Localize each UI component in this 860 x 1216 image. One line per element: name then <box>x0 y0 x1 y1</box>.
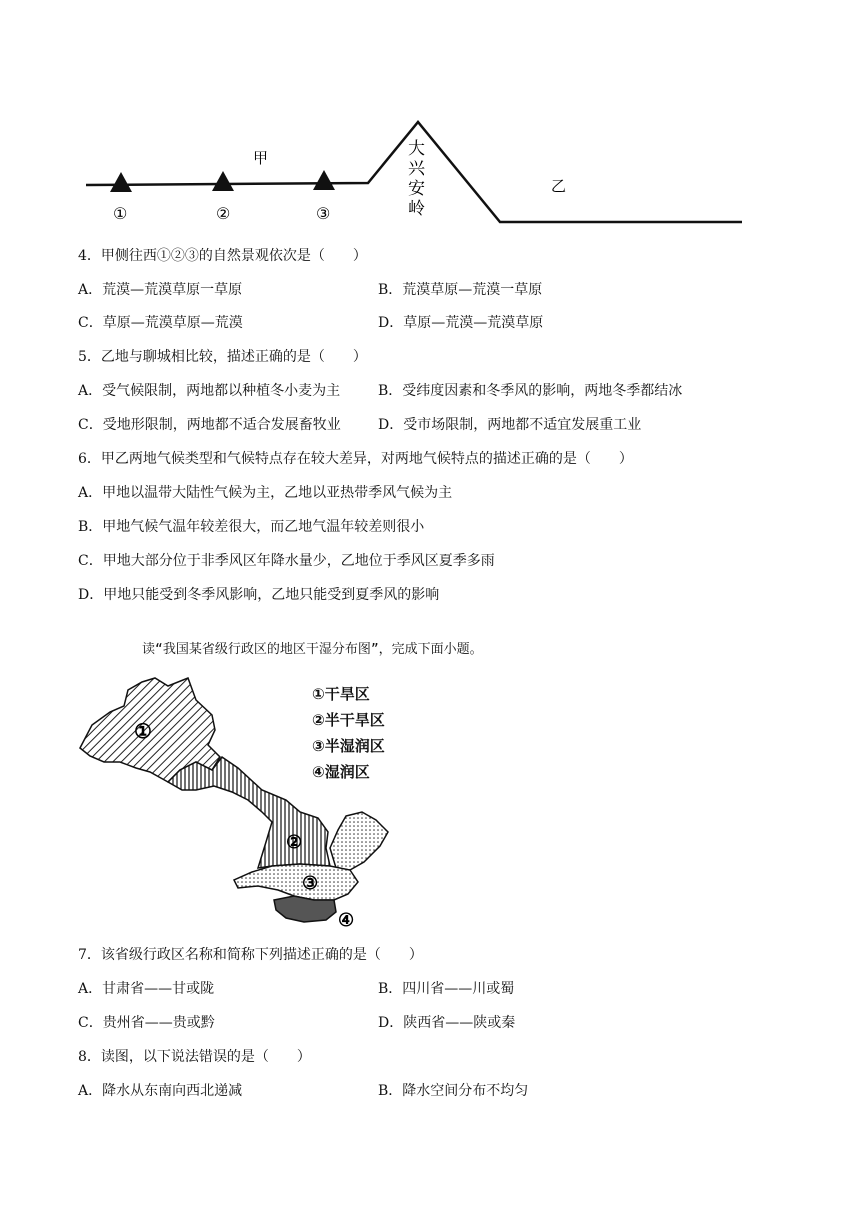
q6-option-c[interactable]: C．甲地大部分位于非季风区年降水量少，乙地位于季风区夏季多雨 <box>78 553 495 569</box>
map-label-3: ③ <box>302 873 319 894</box>
marker-label-3: ③ <box>316 204 331 223</box>
q7-option-a[interactable]: A．甘肃省——甘或陇 <box>78 981 215 997</box>
legend-item-2: ②半干旱区 <box>312 711 385 729</box>
map-label-4: ④ <box>338 910 355 931</box>
q7-option-c[interactable]: C．贵州省——贵或黔 <box>78 1015 215 1031</box>
q6-option-b[interactable]: B．甲地气候气温年较差很大，而乙地气温年较差则很小 <box>78 519 425 535</box>
q5-option-c[interactable]: C．受地形限制，两地都不适合发展畜牧业 <box>78 417 341 433</box>
q4-stem: 4．甲侧往西①②③的自然景观依次是（ ） <box>78 248 367 264</box>
q7-stem: 7．该省级行政区名称和简称下列描述正确的是（ ） <box>78 947 423 963</box>
marker-label-2: ② <box>216 204 231 223</box>
mountain-char-4: 岭 <box>408 199 425 219</box>
q6-stem: 6．甲乙两地气候类型和气候特点存在较大差异，对两地气候特点的描述正确的是（ ） <box>78 451 633 467</box>
legend-item-4: ④湿润区 <box>312 763 370 781</box>
legend-item-1: ①干旱区 <box>312 685 370 703</box>
q7-option-b[interactable]: B．四川省——川或蜀 <box>378 981 515 997</box>
q4-option-b[interactable]: B．荒漠草原—荒漠一草原 <box>378 282 543 298</box>
q5-option-d[interactable]: D．受市场限制，两地都不适宜发展重工业 <box>378 417 642 433</box>
q6-option-a[interactable]: A．甲地以温带大陆性气候为主，乙地以亚热带季风气候为主 <box>78 485 453 501</box>
q8-stem: 8．读图，以下说法错误的是（ ） <box>78 1049 311 1065</box>
marker-label-1: ① <box>113 204 128 223</box>
q4-option-c[interactable]: C．草原—荒漠草原—荒漠 <box>78 315 243 331</box>
q4-option-a[interactable]: A．荒漠—荒漠草原一草原 <box>78 282 243 298</box>
region-eastern-lobe <box>330 812 388 870</box>
mountain-char-3: 安 <box>408 179 425 199</box>
q4-option-d[interactable]: D．草原—荒漠—荒漠草原 <box>378 315 544 331</box>
q7-option-d[interactable]: D．陕西省——陕或秦 <box>378 1015 516 1031</box>
q8-option-a[interactable]: A．降水从东南向西北递减 <box>78 1083 243 1099</box>
q6-option-d[interactable]: D．甲地只能受到冬季风影响，乙地只能受到夏季风的影响 <box>78 587 440 603</box>
map-label-2: ② <box>286 832 303 853</box>
label-jia: 甲 <box>253 149 269 167</box>
legend-item-3: ③半湿润区 <box>312 737 385 755</box>
label-yi: 乙 <box>551 177 567 195</box>
map-label-1: ① <box>134 719 152 743</box>
q5-stem: 5．乙地与聊城相比较，描述正确的是（ ） <box>78 349 367 365</box>
region-humid <box>274 896 336 922</box>
region-semi-humid <box>234 864 358 900</box>
q5-option-b[interactable]: B．受纬度因素和冬季风的影响，两地冬季都结冰 <box>378 383 683 399</box>
q5-option-a[interactable]: A．受气候限制，两地都以种植冬小麦为主 <box>78 383 341 399</box>
q8-option-b[interactable]: B．降水空间分布不均匀 <box>378 1083 529 1099</box>
mountain-char-2: 兴 <box>408 159 425 179</box>
mountain-char-1: 大 <box>408 139 425 159</box>
region-semi-arid <box>168 757 330 868</box>
map-intro: 读“我国某省级行政区的地区干湿分布图”，完成下面小题。 <box>142 642 483 657</box>
